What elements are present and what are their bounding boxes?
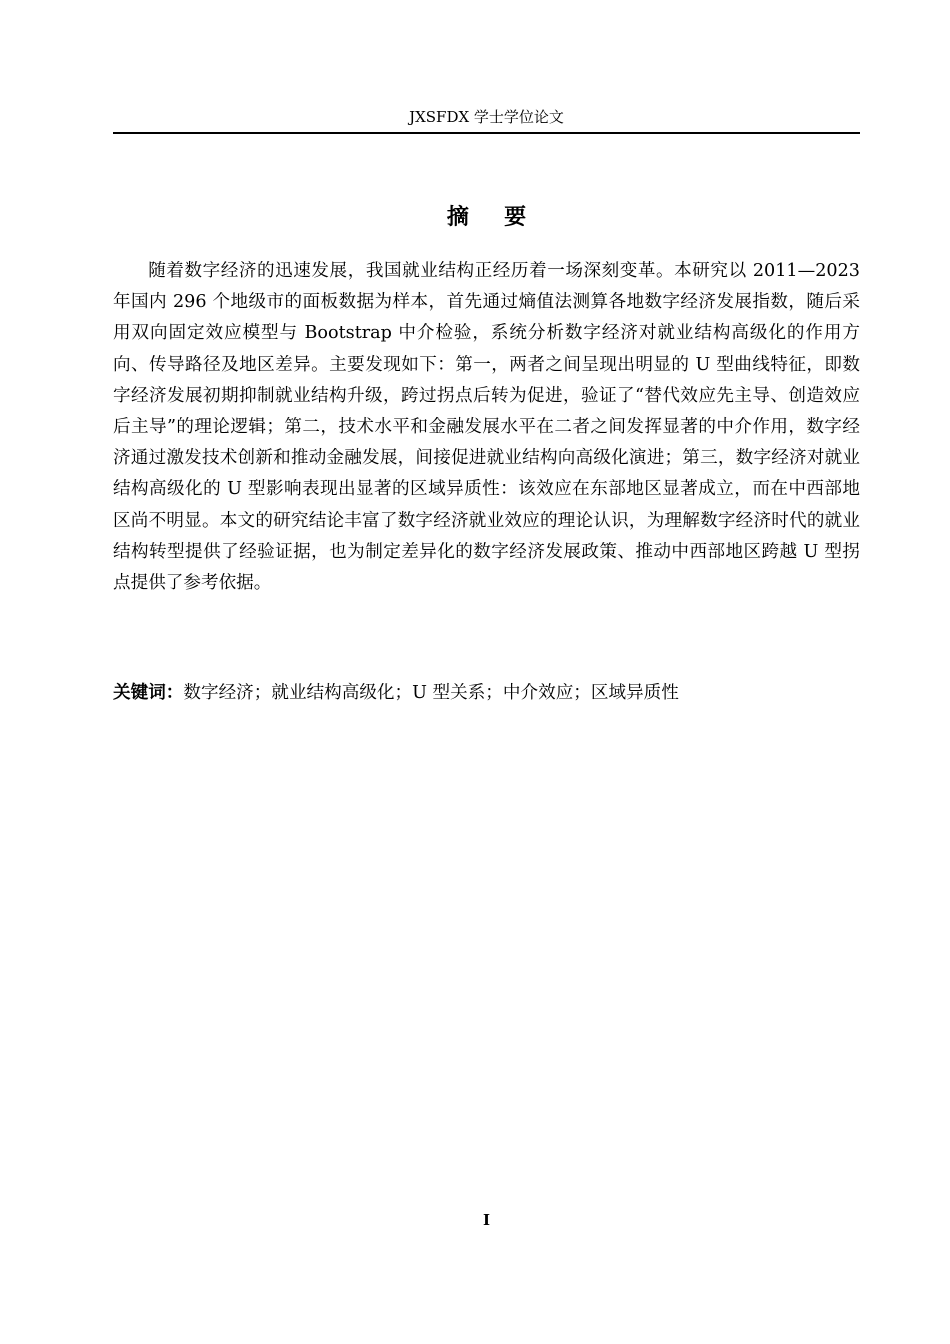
- keywords-label: 关键词：: [113, 683, 184, 703]
- header-divider: [113, 132, 860, 134]
- running-header: JXSFDX 学士学位论文: [409, 108, 564, 126]
- page-number: I: [482, 1211, 491, 1229]
- abstract-body: 随着数字经济的迅速发展，我国就业结构正经历着一场深刻变革。本研究以 2011—2023 年国内 296 个地级市的面板数据为样本，首先通过熵值法测算各地数字经济发展指数，随后采用双向固定效应模型与 Bootstrap 中介检验，系统分析数字经济对就业结构高级化的作用方向、传导路径及地区差异。主要发现如下：第一，两者之间呈现出明显的 U 型曲线特征，即数字经济发展初期抑制就业结构升级，跨过拐点后转为促进，验证了“替代效应先主导、创造效应后主导”的理论逻辑；第二，技术水平和金融发展水平在二者之间发挥显著的中介作用，数字经济通过激发技术创新和推动金融发展，间接促进就业结构向高级化演进；第三，数字经济对就业结构高级化的 U 型影响表现出显著的区域异质性：该效应在东部地区显著成立，而在中西部地区尚不明显。本文的研究结论丰富了数字经济就业效应的理论认识，为理解数字经济时代的就业结构转型提供了经验证据，也为制定差异化的数字经济发展政策、推动中西部地区跨越 U 型拐点提供了参考依据。: [113, 261, 860, 594]
- abstract-title: 摘要: [446, 205, 562, 230]
- keywords-list: 数字经济；就业结构高级化；U 型关系；中介效应；区域异质性: [183, 683, 679, 703]
- keywords: [113, 678, 860, 709]
